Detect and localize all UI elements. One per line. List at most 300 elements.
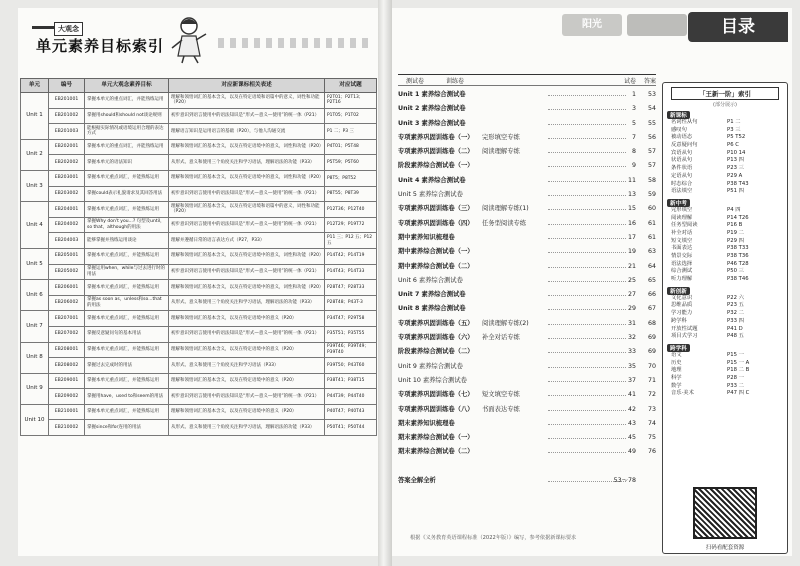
- toc-header-answer: 答案: [643, 78, 656, 85]
- toc-leader: [548, 309, 626, 310]
- sidebar-index-page: P13 四: [727, 157, 744, 164]
- tests-cell: P44T39；P44T40: [325, 389, 377, 405]
- toc-item[interactable]: [398, 117, 656, 131]
- code-cell: EB208001: [49, 342, 85, 358]
- sidebar-index-page: P1 二: [727, 119, 741, 125]
- code-cell: EB207001: [49, 311, 85, 327]
- toc-item-title: Unit 8 素养综合测试卷: [398, 305, 466, 313]
- toc-item-answer-page: 67: [647, 305, 656, 313]
- toc-item[interactable]: [398, 417, 656, 431]
- toc-leader: [548, 338, 626, 339]
- toc-leader: [548, 138, 626, 139]
- sidebar-index-row[interactable]: [671, 230, 787, 238]
- sidebar-index-row[interactable]: [671, 367, 787, 375]
- toc-leader: [548, 324, 626, 325]
- tests-cell: P4T01；P5T48: [325, 139, 377, 155]
- toc-item-page: 45: [627, 434, 636, 442]
- toc-leader: [548, 424, 626, 425]
- toc-item-title: 专项素养巩固训练卷（二）: [398, 148, 474, 156]
- unit-cell: Unit 4: [21, 202, 49, 249]
- toc-item-subtitle: 阅读理解专练: [482, 148, 520, 156]
- sidebar-index-page: P29 四: [727, 237, 744, 244]
- goal-cell: 掌握本单元重点词汇，并能熟练运用: [85, 248, 169, 264]
- code-cell: EB206001: [49, 280, 85, 296]
- table-row: [21, 139, 377, 155]
- standard-cell: 理解和领悟词汇的基本含义，以及在特定语境和语篇中的意义，词性和功能（P20）: [169, 93, 325, 109]
- sidebar-index-label: 综合测试: [671, 268, 693, 275]
- sidebar-index-row[interactable]: [671, 352, 787, 360]
- toc-list: [398, 88, 656, 488]
- table-row: [21, 264, 377, 280]
- goal-cell: 掌握运用when，while与过去进行时的用法: [85, 264, 169, 280]
- goal-cell: 掌握本单元的重点词汇，并能熟练运用: [85, 139, 169, 155]
- toc-item-answer-page: 73: [647, 405, 656, 413]
- standard-cell: 从形式、意义和使用三个角度关注和学习语法，理解语法的功能（P33）: [169, 155, 325, 171]
- toc-item-title: Unit 9 素养综合测试卷: [398, 362, 463, 370]
- sidebar-index-page: P4 四: [727, 206, 741, 213]
- toc-item[interactable]: [398, 202, 656, 216]
- toc-footnote: 根据《义务教育英语课程标准（2022年版）》编写，参考依据新课标要求: [410, 535, 577, 541]
- goal-cell: 掌握本单元重点词汇，并能熟练运用: [85, 404, 169, 420]
- code-cell: EB202002: [49, 155, 85, 171]
- goal-cell: 掌握本单元重点词汇，并能熟练运用: [85, 202, 169, 218]
- sidebar-index-row[interactable]: [671, 276, 787, 284]
- toc-item-page: 7: [631, 133, 636, 141]
- sidebar-index-label: 被动语态: [671, 134, 693, 141]
- toc-item-answer-page: 57: [647, 148, 656, 156]
- toc-item[interactable]: [398, 131, 656, 145]
- sidebar-index-label: 反意疑问句: [671, 142, 698, 149]
- toc-item[interactable]: [398, 217, 656, 231]
- unit-cell: Unit 8: [21, 342, 49, 373]
- sidebar-index-row[interactable]: [671, 375, 787, 383]
- sidebar-index-row[interactable]: [671, 134, 787, 142]
- tests-cell: P12T36；P12T40: [325, 202, 377, 218]
- unit-cell: Unit 3: [21, 170, 49, 201]
- toc-item-answer-page: 58: [647, 176, 656, 184]
- table-row: [21, 389, 377, 405]
- left-header: [18, 8, 378, 76]
- toc-item-title: 专项素养巩固训练卷（八）: [398, 405, 474, 413]
- toc-item-subtitle: 阅读理解专练(2): [482, 319, 529, 327]
- sidebar-index-page: P16 B: [727, 222, 743, 229]
- toc-item-title: Unit 7 素养综合测试卷: [398, 291, 466, 299]
- toc-item-title: 期末素养综合测试卷（一）: [398, 434, 474, 442]
- table-row: [21, 248, 377, 264]
- code-cell: EB201001: [49, 93, 85, 109]
- code-cell: EB203002: [49, 186, 85, 202]
- goal-cell: 掌握本单元重点词汇，并能熟练运用: [85, 342, 169, 358]
- sidebar-index-row[interactable]: [671, 318, 787, 326]
- tests-cell: P5T59；P5T60: [325, 155, 377, 171]
- code-cell: EB201002: [49, 108, 85, 124]
- toc-leader: [548, 95, 626, 96]
- toc-item-answer-page: 56: [647, 133, 656, 141]
- toc-item-answer-page: 70: [647, 362, 656, 370]
- sidebar-index-label: 定语从句: [671, 172, 693, 179]
- toc-item-answer-page: 53: [647, 91, 656, 98]
- standard-cell: 理解和领悟词汇的基本含义，以及在特定语境中的意义，词性和功能（P20）: [169, 248, 325, 264]
- toc-item-answer-page: 71: [647, 376, 656, 384]
- toc-item-answer-page: 66: [647, 291, 656, 299]
- goal-cell: 掌握since和for连用的用法: [85, 420, 169, 436]
- tests-cell: P1 二；P3 三: [325, 124, 377, 140]
- section-tab: 阳光: [562, 14, 622, 36]
- sidebar-index-label: 宾语从句: [671, 149, 693, 156]
- sidebar-index-label: 数学: [671, 382, 682, 389]
- unit-cell: Unit 7: [21, 311, 49, 342]
- toc-item-page: 19: [627, 248, 636, 256]
- sidebar-title: 「王新一阶」索引: [671, 87, 779, 100]
- toc-item-page: 11: [627, 176, 636, 184]
- toc-item[interactable]: [398, 231, 656, 245]
- toc-item-answer-page: 63: [647, 248, 656, 256]
- big-idea-badge: 大观念: [54, 22, 83, 36]
- toc-item-title: 专项素养巩固训练卷（三）: [398, 205, 474, 213]
- table-row: [21, 420, 377, 436]
- column-header: 单元: [21, 79, 49, 93]
- goal-cell: 掌握本单元重点词汇，并能熟练运用: [85, 170, 169, 186]
- goal-cell: 掌握could表示礼貌请求及其回答用法: [85, 186, 169, 202]
- qr-code-icon[interactable]: [693, 487, 757, 539]
- standard-cell: 初步意识到语言使用中的语法知识是“形式—意义—使用”的统一体（P21）: [169, 326, 325, 342]
- toc-header-tests: 测试卷: [406, 78, 425, 85]
- toc-item[interactable]: [398, 374, 656, 388]
- toc-leader: [548, 195, 626, 196]
- toc-item-page: 33: [627, 348, 636, 356]
- unit-index-table: [20, 78, 377, 436]
- sidebar-index-row[interactable]: [671, 207, 787, 215]
- sidebar-index-label: 书面表达: [671, 245, 693, 252]
- qr-label: 扫码看配套资源: [705, 545, 745, 551]
- standard-cell: 理解和领悟词汇的基本含义，以及在特定语境中的意义，词性和功能（P20）: [169, 139, 325, 155]
- sidebar-index-row[interactable]: [671, 268, 787, 276]
- standard-cell: 从形式、意义和使用三个角度关注和学习语法，理解语法的功能（P33）: [169, 295, 325, 311]
- table-row: [21, 124, 377, 140]
- sidebar-index-row[interactable]: [671, 165, 787, 173]
- goal-cell: 掌握用should和should not谈论规则: [85, 108, 169, 124]
- sidebar-index-label: 学习能力: [671, 310, 693, 317]
- toc-item[interactable]: [398, 159, 656, 173]
- toc-leader: [548, 124, 626, 125]
- sidebar-index-label: 感叹句: [671, 126, 687, 133]
- sidebar-index-page: P18 二 B: [727, 367, 750, 374]
- toc-item-answer-page: 61: [647, 233, 656, 241]
- goal-cell: 掌握过去完成时的用法: [85, 358, 169, 374]
- toc-item-title: Unit 4 素养综合测试卷: [398, 176, 466, 184]
- sidebar-index-page: P3 三: [727, 126, 741, 133]
- code-cell: EB207002: [49, 326, 85, 342]
- toc-item[interactable]: [398, 403, 656, 417]
- toc-item-answer-page: 54: [647, 105, 656, 113]
- goal-cell: 掌握用have，used to和seem的用法: [85, 389, 169, 405]
- toc-item-title: 专项素养巩固训练卷（四）: [398, 219, 474, 227]
- toc-item[interactable]: [398, 188, 656, 202]
- table-row: [21, 404, 377, 420]
- sidebar-index-label: 开放性试题: [671, 325, 698, 332]
- page-title: 单元素养目标索引: [36, 37, 165, 55]
- toc-leader: [548, 438, 626, 439]
- toc-item[interactable]: [398, 331, 656, 345]
- toc-item-page: 25: [627, 276, 636, 284]
- table-row: [21, 233, 377, 249]
- toc-item-page: 15: [627, 205, 636, 213]
- tests-cell: P39T46；P39T49；P39T40: [325, 342, 377, 358]
- toc-item-subtitle: 短文填空专练: [482, 391, 520, 399]
- table-row: [21, 311, 377, 327]
- toc-item-answer-page: 55: [647, 119, 656, 127]
- sidebar-index-row[interactable]: [671, 390, 787, 398]
- sidebar-index-page: P19 二: [727, 229, 744, 236]
- tab-strip: [392, 8, 792, 44]
- toc-item[interactable]: [398, 474, 656, 488]
- sidebar-index-page: P47 四 C: [727, 390, 750, 397]
- sidebar-index-page: P38 T33: [727, 245, 749, 252]
- column-header: 对应新课标相关表述: [169, 79, 325, 93]
- sidebar-section-heading: [667, 287, 783, 295]
- sidebar-index-row[interactable]: [671, 310, 787, 318]
- sidebar-section-heading: [667, 111, 783, 119]
- toc-item-answer-page: 64: [647, 262, 656, 270]
- book-spine: [378, 0, 392, 566]
- sidebar-index-page: P22 六: [727, 294, 744, 301]
- toc-item-page: 21: [627, 262, 636, 270]
- toc-leader: [548, 395, 626, 396]
- sidebar-index-label: 短文填空: [671, 237, 693, 244]
- tests-cell: P34T47；P29T58: [325, 311, 377, 327]
- code-cell: EB202001: [49, 139, 85, 155]
- toc-item[interactable]: [398, 274, 656, 288]
- toc-leader: [548, 410, 626, 411]
- code-cell: EB210001: [49, 404, 85, 420]
- column-header: 编号: [49, 79, 85, 93]
- toc-item-page: 32: [627, 334, 636, 342]
- table-row: [21, 295, 377, 311]
- sidebar-section-tag: 新创新: [667, 287, 690, 295]
- toc-leader: [548, 367, 626, 368]
- sidebar-index-row[interactable]: [671, 142, 787, 150]
- toc-leader: [548, 224, 626, 225]
- sidebar-index-page: P41 D: [727, 325, 743, 332]
- sidebar-index-row[interactable]: [671, 188, 787, 196]
- toc-item-page: 43: [627, 419, 636, 427]
- toc-item[interactable]: [398, 431, 656, 445]
- table-row: [21, 202, 377, 218]
- toc-item-title: Unit 3 素养综合测试卷: [398, 119, 466, 127]
- goal-cell: 掌握本单元重点词汇，并能熟练运用: [85, 311, 169, 327]
- tests-cell: P39T50；P43T60: [325, 358, 377, 374]
- toc-item[interactable]: [398, 288, 656, 302]
- goal-cell: 掌握本单元的重点词汇，并能熟练运用: [85, 93, 169, 109]
- standard-cell: 初步意识到语言使用中的语法知识是“形式—意义—使用”的统一体（P21）: [169, 186, 325, 202]
- table-row: [21, 342, 377, 358]
- toc-item[interactable]: [398, 102, 656, 116]
- sidebar-index-row[interactable]: [671, 245, 787, 253]
- sidebar-index-label: 完形填空: [671, 206, 693, 213]
- sidebar-index-label: 阅读理解: [671, 214, 693, 221]
- sidebar-index-page: P38 T46: [727, 276, 749, 283]
- toc-item-title: Unit 10 素养综合测试卷: [398, 376, 467, 384]
- unit-cell: Unit 2: [21, 139, 49, 170]
- toc-item-title: Unit 1 素养综合测试卷: [398, 91, 466, 98]
- toc-item-page: 16: [627, 219, 636, 227]
- code-cell: EB204001: [49, 202, 85, 218]
- toc-item-title: 阶段素养综合测试卷（二）: [398, 348, 474, 356]
- toc-item[interactable]: [398, 88, 656, 102]
- sidebar-index-page: P29 A: [727, 172, 743, 179]
- sidebar-index-row[interactable]: [671, 253, 787, 261]
- toc-item-answer-page: 61: [647, 219, 656, 227]
- contents-title: 目录: [688, 12, 788, 42]
- toc-header-paper: 试卷: [623, 78, 636, 85]
- standard-cell: 从形式、意义和使用三个角度关注和学习语法（P33）: [169, 358, 325, 374]
- toc-item-title: 期中素养综合测试卷（二）: [398, 262, 474, 270]
- toc-leader: [548, 281, 626, 282]
- toc-item-page: 37: [627, 376, 636, 384]
- toc-item-answer-page: 69: [647, 334, 656, 342]
- goal-cell: 掌握as soon as，unless和so...that的用法: [85, 295, 169, 311]
- tests-cell: P14T43；P14T33: [325, 264, 377, 280]
- sidebar-index-row[interactable]: [671, 302, 787, 310]
- toc-item[interactable]: [398, 260, 656, 274]
- sidebar-index-label: 补全对话: [671, 229, 693, 236]
- sidebar-index-label: 听力理解: [671, 276, 693, 283]
- standard-cell: 初步意识到语言使用中的语法知识是“形式—意义—使用”的统一体（P21）: [169, 389, 325, 405]
- sidebar-index-label: 音乐·美术: [671, 390, 694, 397]
- code-cell: EB201003: [49, 124, 85, 140]
- code-cell: EB203001: [49, 170, 85, 186]
- tests-cell: P1T05；P1T02: [325, 108, 377, 124]
- toc-item[interactable]: [398, 388, 656, 402]
- sidebar-index-row[interactable]: [671, 157, 787, 165]
- table-header-row: [21, 79, 377, 93]
- code-cell: EB210002: [49, 420, 85, 436]
- toc-item-title: 期末素养知识梳理卷: [398, 419, 455, 427]
- table-row: [21, 326, 377, 342]
- goal-cell: 掌握本单元重点词汇，并能熟练运用: [85, 280, 169, 296]
- code-cell: EB204002: [49, 217, 85, 233]
- toc-item-subtitle: 完形填空专练: [482, 133, 520, 141]
- toc-item[interactable]: [398, 145, 656, 159]
- toc-item-title: 期末素养综合测试卷（二）: [398, 448, 474, 456]
- standard-cell: 理解并遵循日常的语言表达方式（P27，P33）: [169, 233, 325, 249]
- toc-item-page: 41: [627, 391, 636, 399]
- toc-item[interactable]: [398, 245, 656, 259]
- sidebar-index-label: 思维品质: [671, 302, 693, 309]
- sidebar-index-page: P50 三: [727, 268, 744, 275]
- index-sidebar: [662, 82, 788, 554]
- sidebar-section-tag: 新中考: [667, 199, 690, 207]
- sidebar-index-page: P48 五: [727, 333, 744, 340]
- standard-cell: 理解和领悟词汇的基本含义，以及在特定语境中的意义（P20）: [169, 404, 325, 420]
- sidebar-index-row[interactable]: [671, 222, 787, 230]
- toc-item[interactable]: [398, 317, 656, 331]
- toc-item-title: 专项素养巩固训练卷（一）: [398, 133, 474, 141]
- toc-item-title: 专项素养巩固训练卷（六）: [398, 334, 474, 342]
- toc-item-title: 阶段素养综合测试卷（一）: [398, 162, 474, 170]
- sidebar-index-label: 情景交际: [671, 253, 693, 259]
- unit-cell: Unit 10: [21, 404, 49, 435]
- header-decoration: [218, 38, 368, 48]
- column-header: 对应试题: [325, 79, 377, 93]
- sidebar-section-heading: [667, 344, 783, 352]
- sidebar-index-page: P14 T26: [727, 214, 749, 221]
- toc-item[interactable]: [398, 345, 656, 359]
- tests-cell: P35T51；P35T55: [325, 326, 377, 342]
- sidebar-index-row[interactable]: [671, 173, 787, 181]
- toc-item-page: 31: [627, 319, 636, 327]
- toc-item[interactable]: [398, 460, 656, 474]
- goal-cell: 能根据实际情况或语境运用合理的表达方式: [85, 124, 169, 140]
- sidebar-index-label: 名词性从句: [671, 119, 698, 125]
- toc-item-answer-page: 59: [647, 191, 656, 199]
- sidebar-index-label: 时态综合: [671, 180, 693, 187]
- toc-item-answer-page: 72: [647, 391, 656, 399]
- standard-cell: 理解和领悟词汇的基本含义，以及在特定语境中的意义（P20）: [169, 311, 325, 327]
- toc-item-answer-page: 76: [647, 448, 656, 456]
- sidebar-index-label: 条件状语: [671, 165, 693, 172]
- right-page: [392, 8, 792, 556]
- toc-item-title: 专项素养巩固训练卷（七）: [398, 391, 474, 399]
- tests-cell: P28T47；P28T33: [325, 280, 377, 296]
- toc-item-answer-page: 65: [647, 276, 656, 284]
- section-tab-blank: [627, 14, 687, 36]
- tests-cell: P14T42；P14T19: [325, 248, 377, 264]
- toc-leader: [548, 152, 626, 153]
- toc-item-subtitle: 阅读理解专练(1): [482, 205, 529, 213]
- toc-leader: [548, 181, 626, 182]
- toc-item[interactable]: [398, 360, 656, 374]
- sidebar-index-page: P32 二: [727, 310, 744, 317]
- toc-leader: [548, 295, 626, 296]
- goal-cell: 掌握反意疑问句的基本用法: [85, 326, 169, 342]
- toc-item[interactable]: [398, 174, 656, 188]
- unit-cell: Unit 6: [21, 280, 49, 311]
- table-row: [21, 186, 377, 202]
- toc-item[interactable]: [398, 445, 656, 459]
- sidebar-index-row[interactable]: [671, 333, 787, 341]
- sidebar-note: (部分展示): [713, 102, 737, 108]
- goal-cell: 掌握本单元重点词汇，并能熟练运用: [85, 373, 169, 389]
- table-row: [21, 93, 377, 109]
- toc-item-page: 9: [631, 162, 636, 170]
- toc-item-page: 8: [631, 148, 636, 156]
- column-header: 单元大观念素养目标: [85, 79, 169, 93]
- toc-item-title: Unit 6 素养综合测试卷: [398, 276, 463, 284]
- table-row: [21, 217, 377, 233]
- sidebar-index-row[interactable]: [671, 119, 787, 127]
- table-row: [21, 358, 377, 374]
- tests-cell: P38T41；P38T15: [325, 373, 377, 389]
- standard-cell: 初步意识到语言使用中的语法知识是“形式—意义—使用”的统一体（P21）: [169, 264, 325, 280]
- toc-leader: [548, 209, 626, 210]
- sidebar-section-heading: [667, 199, 783, 207]
- toc-leader: [548, 109, 626, 110]
- toc-item-page: 13: [627, 191, 636, 199]
- toc-item-page: 29: [627, 305, 636, 313]
- toc-leader: [548, 452, 626, 453]
- cartoon-girl-icon: [168, 14, 210, 64]
- table-row: [21, 170, 377, 186]
- sidebar-index-page: P23 三: [727, 165, 744, 172]
- toc-item[interactable]: [398, 302, 656, 316]
- tests-cell: P8T5；P8T52: [325, 170, 377, 186]
- unit-cell: Unit 5: [21, 248, 49, 279]
- sidebar-index-label: 状语从句: [671, 157, 693, 164]
- toc-item-answer-page: 57: [647, 162, 656, 170]
- sidebar-index-label: 历史: [671, 359, 682, 366]
- standard-cell: 从形式、意义和使用三个角度关注和学习语法，理解语法的功能（P33）: [169, 420, 325, 436]
